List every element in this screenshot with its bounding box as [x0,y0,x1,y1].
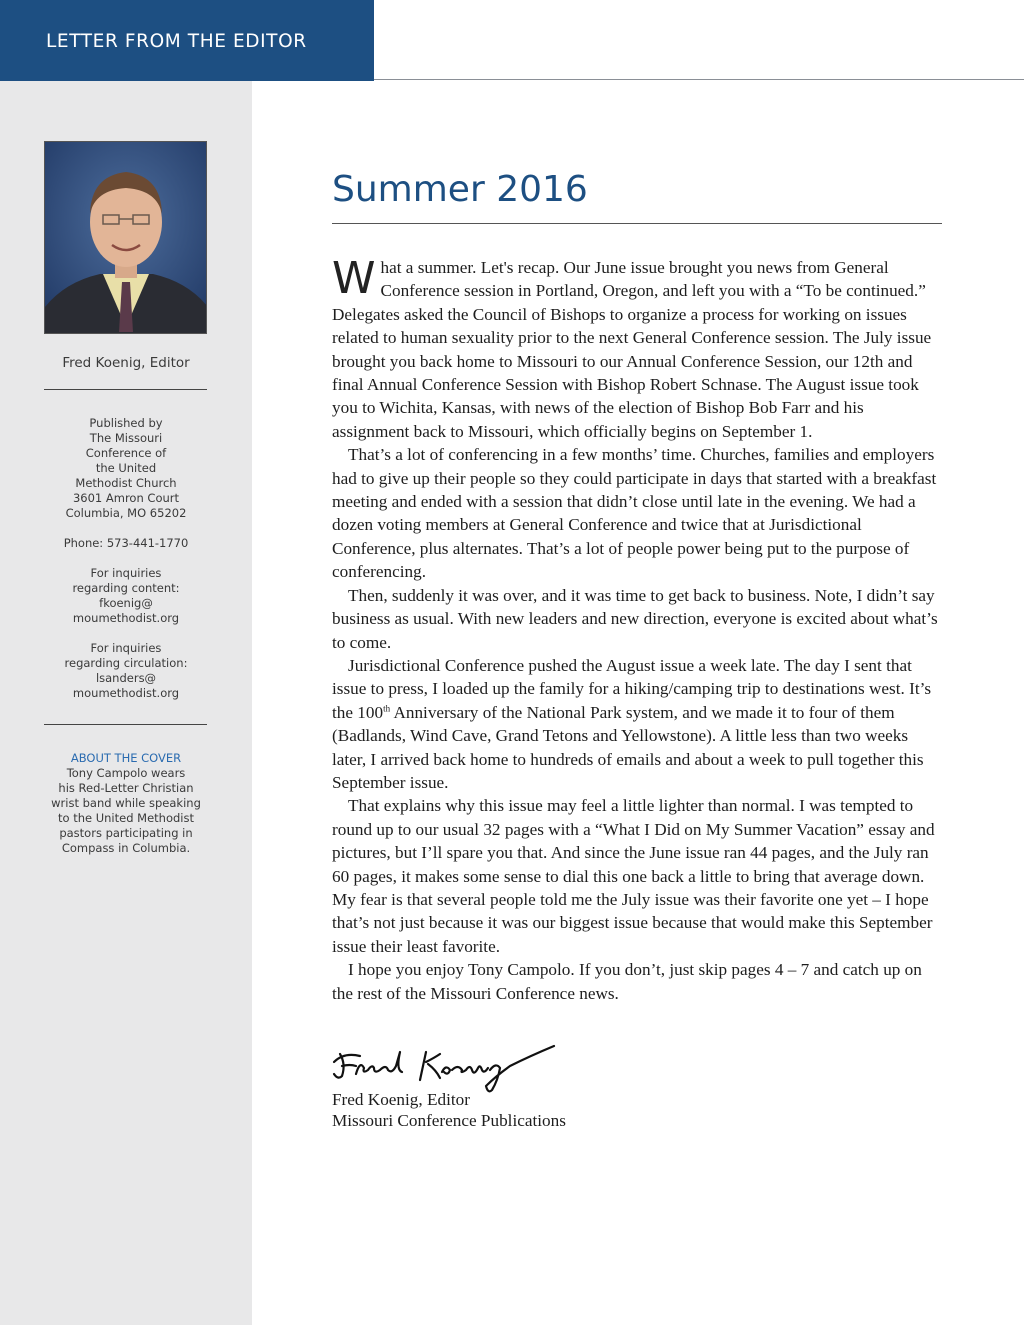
closing-name: Fred Koenig, Editor [332,1090,470,1109]
sidebar-divider-top [44,389,207,390]
paragraph: Then, suddenly it was over, and it was time to get back to business. Note, I didn’t say business as usual. With new leaders and new direction, everyone is excited about what’s to come. [332,585,938,652]
paragraph-text: Jurisdictional Conference pushed the August issue a week late. The day I sent that issue to press, I loaded up the family for a hiking/camping trip to destinations west. It’s the 100 [332,655,932,722]
closing-org: Missouri Conference Publications [332,1111,566,1130]
closing-block [332,1089,566,1131]
paragraph [332,654,944,794]
cover-text-line: wrist band while speaking [51,796,201,810]
cover-text-line: pastors participating in [59,826,193,840]
article-title: Summer 2016 [332,169,588,210]
header-divider [374,79,1024,80]
sidebar [0,81,252,1325]
paragraph: I hope you enjoy Tony Campolo. If you don’t, just skip pages 4 – 7 and catch up on the rest of the Missouri Conference news. [332,960,922,1003]
article-body [332,253,944,1005]
publisher-address [40,416,212,521]
content-inquiries [40,566,212,626]
editor-photo [44,141,207,334]
inquiry-line: For inquiries [90,641,162,655]
circulation-email-domain: moumethodist.org [72,686,180,700]
paragraph [332,253,944,443]
publisher-line: Columbia, MO 65202 [65,506,187,520]
inquiry-line: For inquiries [90,566,162,580]
title-divider [332,223,942,224]
cover-text-line: Tony Campolo wears [66,766,186,780]
paragraph-text: hat a summer. Let's recap. Our June issue brought you news from General Conference session in Portland, Oregon, and left you with a “To be continued.” Delegates asked the Council of Bishops to organize a process for working on issues related to human sexuality prior to the next General Conference session. The July issue brought you back home to Missouri to our Annual Conference Session, our 12th and final Annual Conference Session with Bishop Robert Schnase. The August issue took you to Wichita, Kansas, with news of the election of Bishop Bob Farr and his assignment back to Missouri, which officially begins on September 1. [332,258,932,441]
content-email-domain: moumethodist.org [72,611,180,625]
circulation-inquiries [40,641,212,701]
publisher-line: The Missouri [89,431,163,445]
ordinal-suffix: th [383,702,391,713]
section-label: LETTER FROM THE EDITOR [46,31,307,52]
publisher-info [40,416,212,716]
content-email-line: fkoenig@ [99,596,153,610]
photo-caption: Fred Koenig, Editor [62,355,190,371]
drop-cap: W [332,253,376,304]
circulation-email-line: lsanders@ [95,671,157,685]
publisher-line: 3601 Amron Court [72,491,180,505]
phone-number: Phone: 573-441-1770 [63,536,189,550]
paragraph: That’s a lot of conferencing in a few months’ time. Churches, families and employers had to give up their people so they could participate in days that started with a breakfast meeting and ended with a session that didn’t close until late in the evening. We had a dozen voting members at General Conference and twice that at Jurisdictional Conference, plus alternates. That’s a lot of people power being put to the purpose of conferencing. [332,445,937,582]
cover-text-line: his Red-Letter Christian [58,781,194,795]
section-header [0,0,374,81]
publisher-line: Conference of [85,446,167,460]
publisher-line: Methodist Church [75,476,177,490]
sidebar-divider-bottom [44,724,207,725]
paragraph: That explains why this issue may feel a little lighter than normal. I was tempted to round up to our usual 32 pages with a “What I Did on My Summer Vacation” essay and pictures, but I’ll spare you that. And since the June issue ran 44 pages, and the July ran 60 pages, it makes some sense to dial this one back a little to bring that average down. My fear is that several people told me the July issue was their favorite one yet – I hope that’s not just because it was our biggest issue because that would make this September issue their least favorite. [332,796,935,956]
inquiry-line: regarding circulation: [64,656,188,670]
about-the-cover [40,751,212,856]
cover-title: ABOUT THE COVER [70,751,182,765]
publisher-line: Published by [89,416,163,430]
publisher-line: the United [95,461,157,475]
cover-text-line: to the United Methodist [58,811,194,825]
cover-text-line: Compass in Columbia. [61,841,191,855]
inquiry-line: regarding content: [72,581,180,595]
paragraph-text: Anniversary of the National Park system, and we made it to four of them (Badlands, Wind Cave, Grand Tetons and Yellowstone). A little less than two weeks later, I arrived back home to hundreds of emails and about a week to pull together this September issue. [332,702,924,792]
